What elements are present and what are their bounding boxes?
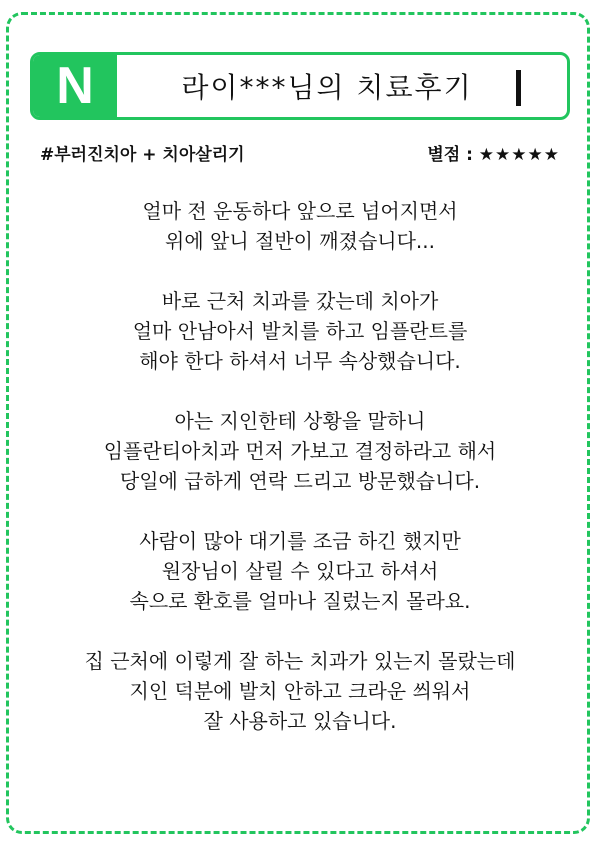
review-line: 집 근처에 이렇게 잘 하는 치과가 있는지 몰랐는데	[84, 649, 516, 673]
review-body	[20, 196, 580, 766]
review-line: 위에 앞니 절반이 깨졌습니다...	[165, 229, 435, 253]
review-line: 얼마 전 운동하다 앞으로 넘어지면서	[142, 199, 458, 223]
review-paragraph	[20, 526, 580, 616]
review-line: 속으로 환호를 얼마나 질렀는지 몰라요.	[129, 589, 471, 613]
review-paragraph	[20, 646, 580, 736]
review-meta	[40, 140, 560, 164]
review-line: 바로 근처 치과를 갔는데 치아가	[161, 289, 439, 313]
rating	[427, 140, 560, 165]
review-line: 해야 한다 하셔서 너무 속상했습니다.	[139, 349, 461, 373]
review-line: 얼마 안남아서 발치를 하고 임플란트를	[132, 319, 468, 343]
review-line: 잘 사용하고 있습니다.	[203, 709, 397, 733]
search-bar[interactable]	[30, 52, 570, 120]
review-title: 라이***님의 치료후기	[181, 71, 473, 104]
hashtags: #부러진치아 + 치아살리기	[40, 145, 245, 165]
review-paragraph	[20, 406, 580, 496]
review-line: 아는 지인한테 상황을 말하니	[174, 409, 426, 433]
naver-logo-icon: N	[33, 55, 117, 117]
rating-label: 별점 :	[427, 145, 473, 165]
review-line: 사람이 많아 대기를 조금 하긴 했지만	[139, 529, 461, 553]
star-rating-icon: ★★★★★	[478, 145, 560, 165]
review-paragraph	[20, 196, 580, 256]
review-line: 임플란티아치과 먼저 가보고 결정하라고 해서	[103, 439, 497, 463]
review-paragraph	[20, 286, 580, 376]
review-line: 원장님이 살릴 수 있다고 하셔서	[161, 559, 439, 583]
review-line: 당일에 급하게 연락 드리고 방문했습니다.	[119, 469, 481, 493]
review-line: 지인 덕분에 발치 안하고 크라운 씌워서	[129, 679, 471, 703]
text-cursor	[516, 70, 521, 106]
